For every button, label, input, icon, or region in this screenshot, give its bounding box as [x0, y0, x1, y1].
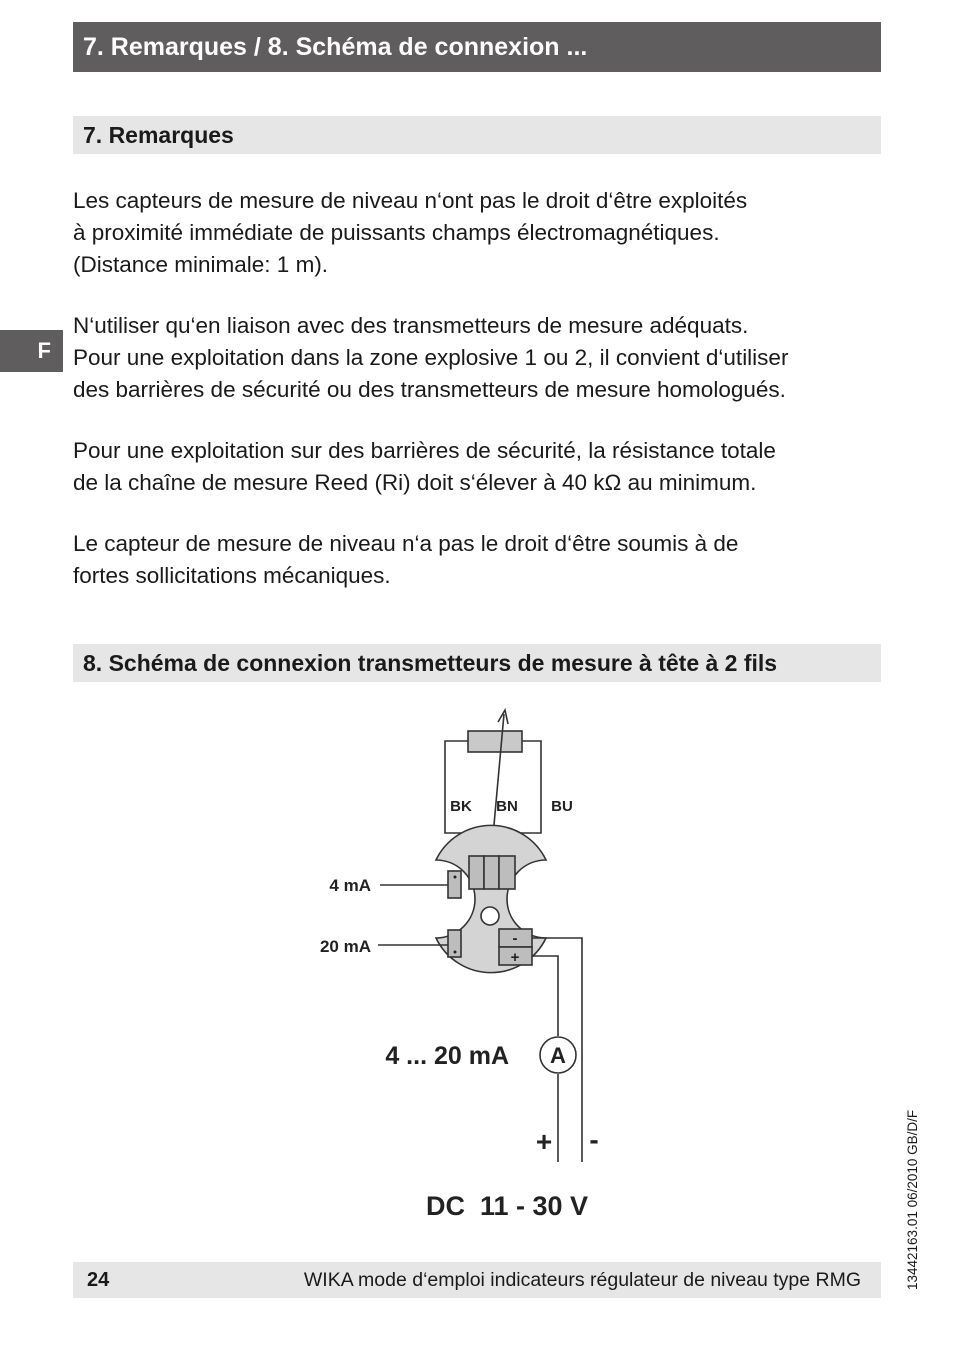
paragraph-2-line-1: N‘utiliser qu‘en liaison avec des transmetteurs de mesure adéquats.	[73, 313, 749, 338]
jumper-4ma-dot	[454, 876, 457, 879]
label-20ma: 20 mA	[319, 937, 371, 956]
paragraph-3-line-1: Pour une exploitation sur des barrières de sécurité, la résistance totale	[73, 438, 776, 463]
label-4ma: 4 mA	[329, 876, 371, 895]
wire-label-bu: BU	[551, 798, 573, 815]
paragraph-1	[73, 185, 881, 281]
page-header-title: 7. Remarques / 8. Schéma de connexion ...	[83, 33, 588, 61]
supply-voltage-label: DC 11 - 30 V	[425, 1191, 589, 1221]
paragraph-4-line-1: Le capteur de mesure de niveau n‘a pas le droit d‘être soumis à de	[73, 531, 739, 556]
page-number: 24	[87, 1269, 110, 1291]
wire-plus-upper	[532, 956, 558, 1036]
paragraph-4	[73, 528, 881, 592]
jumper-4ma	[448, 871, 461, 898]
supply-minus-label: -	[589, 1124, 599, 1155]
paragraph-2	[73, 310, 881, 406]
terminal-plus-label: +	[510, 949, 520, 966]
paragraph-4-line-2: fortes sollicitations mécaniques.	[73, 563, 391, 588]
language-tab: F	[0, 330, 63, 372]
page-header	[73, 22, 881, 72]
current-range-label: 4 ... 20 mA	[385, 1042, 509, 1070]
footer-text: WIKA mode d‘emploi indicateurs régulateur de niveau type RMG	[303, 1269, 861, 1291]
paragraph-1-line-1: Les capteurs de mesure de niveau n‘ont pas le droit d‘être exploités	[73, 188, 748, 213]
paragraph-2-line-2: Pour une exploitation dans la zone explosive 1 ou 2, il convient d‘utiliser	[73, 345, 789, 370]
centre-hole	[481, 907, 499, 925]
jumper-20ma-dot	[454, 951, 457, 954]
paragraph-1-line-2: à proximité immédiate de puissants champs électromagnétiques.	[73, 220, 720, 245]
page-footer	[73, 1262, 881, 1298]
terminal-3	[499, 856, 515, 889]
supply-plus-label: +	[535, 1126, 553, 1157]
document-code: 13442163.01 06/2010 GB/D/F	[905, 1109, 920, 1290]
paragraph-3	[73, 435, 881, 499]
paragraph-1-line-3: (Distance minimale: 1 m).	[73, 252, 329, 277]
section-8-heading: 8. Schéma de connexion transmetteurs de mesure à tête à 2 fils	[73, 644, 881, 682]
section-7-heading: 7. Remarques	[73, 116, 881, 154]
terminal-minus-label: -	[512, 930, 518, 947]
terminal-1	[469, 856, 484, 889]
wiring-diagram	[300, 700, 620, 1230]
paragraph-3-line-2: de la chaîne de mesure Reed (Ri) doit s‘élever à 40 kΩ au minimum.	[73, 470, 757, 495]
sensor-resistor	[468, 731, 522, 752]
paragraph-2-line-3: des barrières de sécurité ou des transmetteurs de mesure homologués.	[73, 377, 786, 402]
terminal-2	[484, 856, 499, 889]
wire-label-bn: BN	[496, 798, 518, 815]
ammeter-symbol: A	[550, 1043, 566, 1068]
wire-label-bk: BK	[450, 798, 472, 815]
